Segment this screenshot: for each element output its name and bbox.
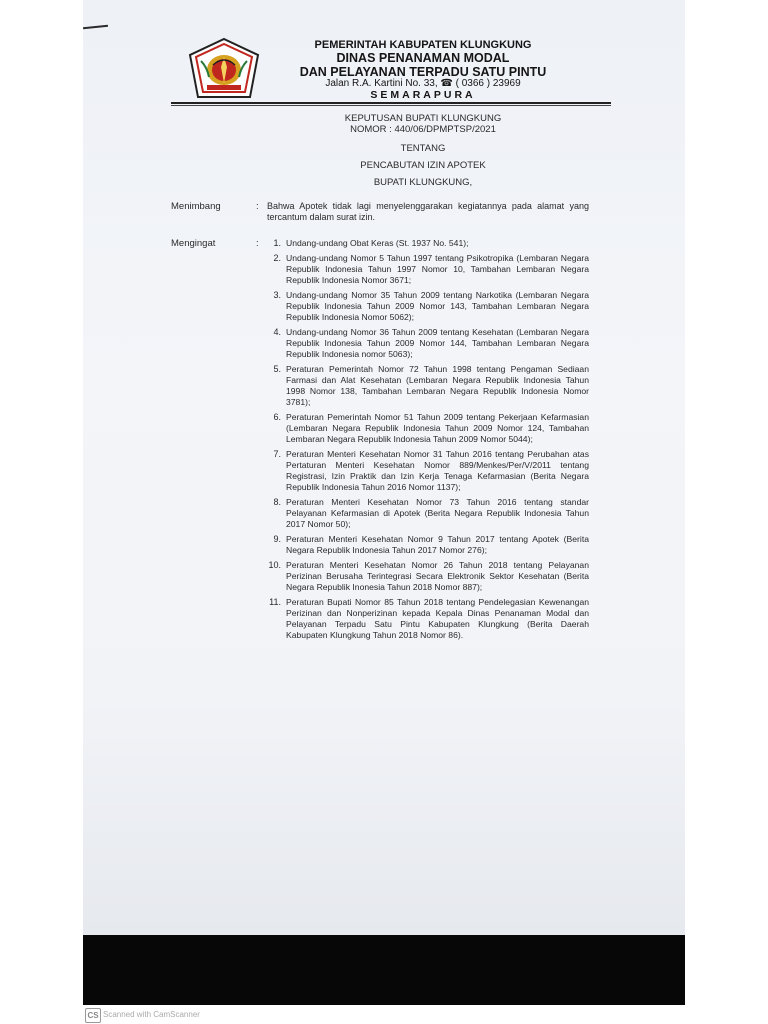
item-text: Peraturan Bupati Nomor 85 Tahun 2018 tentang Pendelegasian Kewenangan Perizinan dan Nonperizinan kepada Kepala Dinas Penanaman Modal dan Pelayanan Terpadu Satu Pintu Kabupaten Klungkung (Berita Daerah Kabupaten Klungkung Tahun 2018 Nomor 86).: [286, 597, 589, 640]
list-item: [83, 497, 685, 530]
item-number: 11.: [269, 597, 281, 607]
item-number: 3.: [273, 290, 281, 300]
list-item: [83, 560, 685, 593]
header-agency-continued: DAN PELAYANAN TERPADU SATU PINTU: [299, 65, 547, 79]
camscanner-icon: CS: [85, 1008, 101, 1023]
header-city: SEMARAPURA: [370, 89, 476, 101]
mengingat-list: [83, 238, 685, 645]
pen-mark: [83, 25, 108, 30]
item-text: Peraturan Pemerintah Nomor 51 Tahun 2009 tentang Pekerjaan Kefarmasian (Lembaran Negara Republik Indonesia Tahun 2009 Nomor 124, Tambahan Lembaran Negara Republik Indonesia Tahun 2009 Nomor 5044);: [286, 412, 589, 444]
list-item: [83, 238, 685, 249]
item-number: 10.: [268, 560, 281, 570]
decree-number: NOMOR : 440/06/DPMPTSP/2021: [350, 124, 496, 135]
header-government: PEMERINTAH KABUPATEN KLUNGKUNG: [314, 39, 532, 51]
item-number: 5.: [273, 364, 281, 374]
menimbang-text: Bahwa Apotek tidak lagi menyelenggarakan kegiatannya pada alamat yang tercantum dalam surat izin.: [267, 201, 589, 222]
item-text: Undang-undang Nomor 36 Tahun 2009 tentang Kesehatan (Lembaran Negara Republik Indonesia Tahun 2009 Nomor 144, Tambahan Lembaran Negara Republik Indonesia nomor 5063);: [286, 327, 589, 359]
decree-issuer: BUPATI KLUNGKUNG,: [373, 177, 473, 188]
header-agency: DINAS PENANAMAN MODAL: [336, 51, 510, 65]
item-number: 2.: [273, 253, 281, 263]
letterhead-rule-thick: [171, 102, 611, 104]
menimbang-label: Menimbang: [171, 201, 221, 212]
item-text: Peraturan Menteri Kesehatan Nomor 26 Tahun 2018 tentang Pelayanan Perizinan Berusaha Terintegrasi Secara Elektronik Sektor Kesehatan (Berita Negara Republik Inonesia Tahun 2018 Nomor 887);: [286, 560, 589, 592]
list-item: [83, 534, 685, 556]
item-number: 6.: [273, 412, 281, 422]
list-item: [83, 290, 685, 323]
list-item: [83, 597, 685, 641]
item-number: 7.: [273, 449, 281, 459]
list-item: [83, 364, 685, 408]
item-text: Peraturan Menteri Kesehatan Nomor 73 Tahun 2016 tentang standar Pelayanan Kefarmasian di Apotek (Berita Negara Republik Indonesia Tahun 2017 Nomor 50);: [286, 497, 589, 529]
decree-subject: PENCABUTAN IZIN APOTEK: [360, 160, 486, 171]
mengingat-colon: :: [256, 238, 259, 249]
item-number: 4.: [273, 327, 281, 337]
header-address: Jalan R.A. Kartini No. 33, ☎ ( 0366 ) 23969: [325, 78, 521, 89]
list-item: [83, 412, 685, 445]
camscanner-watermark: Scanned with CamScanner: [103, 1010, 200, 1019]
list-item: [83, 327, 685, 360]
decree-title: KEPUTUSAN BUPATI KLUNGKUNG: [344, 113, 502, 124]
mengingat-label: Mengingat: [171, 238, 216, 249]
scanned-page-background: [83, 0, 685, 1005]
item-number: 9.: [273, 534, 281, 544]
menimbang-colon: :: [256, 201, 259, 212]
item-text: Undang-undang Nomor 35 Tahun 2009 tentang Narkotika (Lembaran Negara Republik Indonesia Tahun 2009 Nomor 143, Tambahan Lembaran Negara Republik Indonesia Nomor 5062);: [286, 290, 589, 322]
document-paper: [83, 0, 685, 935]
list-item: [83, 253, 685, 286]
letterhead-rule-thin: [171, 105, 611, 106]
item-text: Undang-undang Obat Keras (St. 1937 No. 541);: [286, 238, 469, 248]
item-text: Undang-undang Nomor 5 Tahun 1997 tentang Psikotropika (Lembaran Negara Republik Indonesia Tahun 1997 Nomor 10, Tambahan Lembaran Negara Republik Indonesia Nomor 3671;: [286, 253, 589, 285]
item-text: Peraturan Menteri Kesehatan Nomor 31 Tahun 2016 tentang Perubahan atas Pertaturan Menteri Kesehatan Nomor 889/Menkes/Per/V/2011 tentang Registrasi, Izin Praktik dan Izin Kerja Tenaga Kefarmasian (Berita Negara Republik Indonesia Tahun 2016 Nomor 1137);: [286, 449, 589, 492]
decree-about: TENTANG: [400, 143, 446, 154]
item-text: Peraturan Menteri Kesehatan Nomor 9 Tahun 2017 tentang Apotek (Berita Negara Republik Indonesia Tahun 2017 Nomor 276);: [286, 534, 589, 555]
item-text: Peraturan Pemerintah Nomor 72 Tahun 1998 tentang Pengaman Sediaan Farmasi dan Alat Kesehatan (Lembaran Negara Republik Indonesia Tahun 1998 Nomor 138, Tambahan Lembaran Negara Republik Indonesia Nomor 3781);: [286, 364, 589, 407]
item-number: 8.: [273, 497, 281, 507]
item-number: 1.: [273, 238, 281, 248]
list-item: [83, 449, 685, 493]
